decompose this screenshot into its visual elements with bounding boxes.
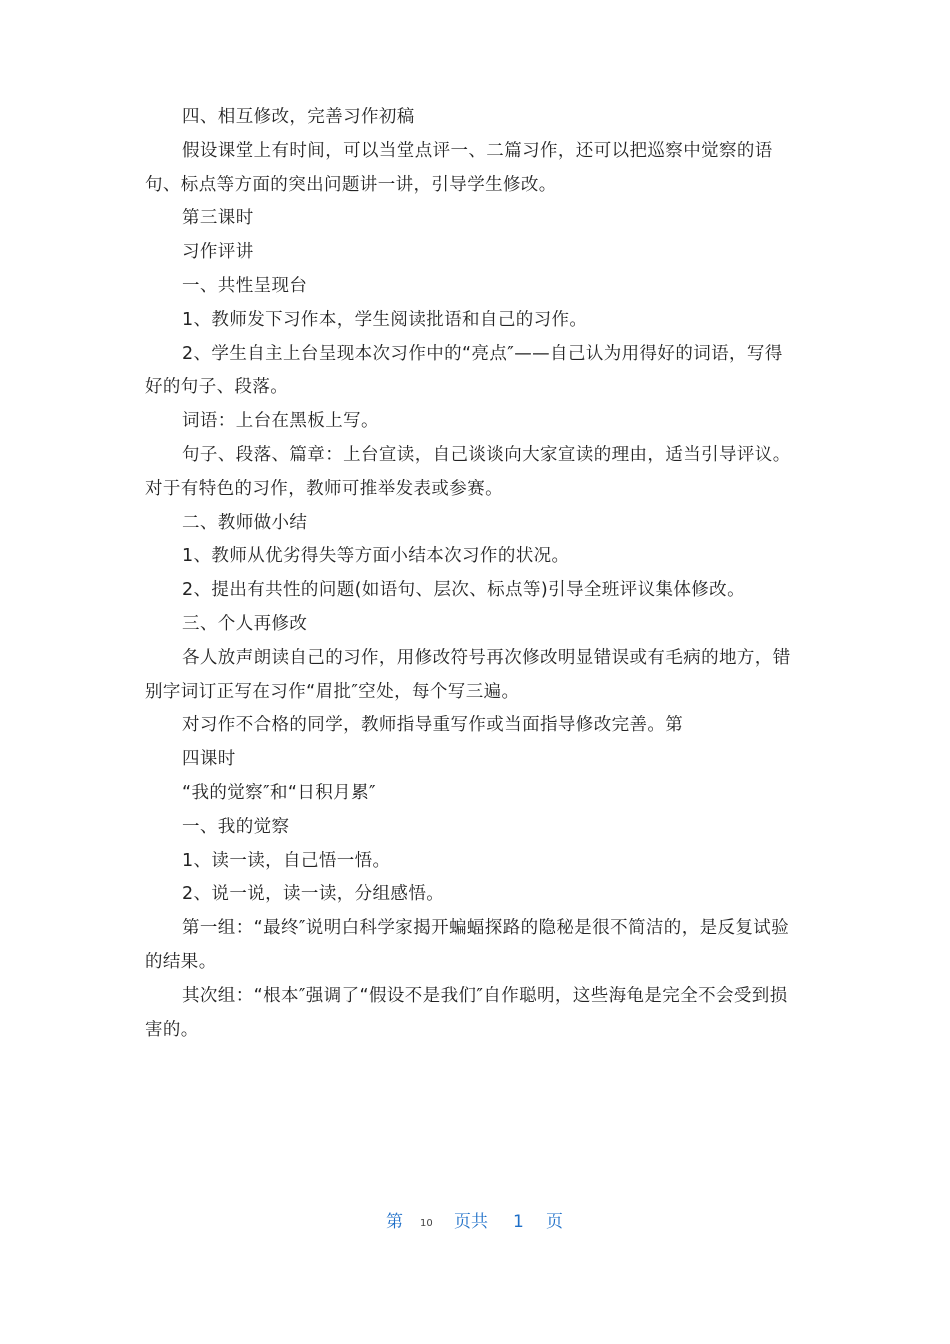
- list-item: 1、教师从优劣得失等方面小结本次习作的状况。: [182, 546, 570, 567]
- section-heading: 三、个人再修改: [182, 613, 308, 634]
- document-body: [145, 101, 800, 1047]
- footer-ye-gong: 页共: [454, 1212, 488, 1232]
- section-heading: 四、相互修改，完善习作初稿: [182, 107, 415, 127]
- lesson-title: 习作评讲: [182, 242, 254, 263]
- footer-total-pages: 1: [513, 1212, 524, 1232]
- body-paragraph: 第一组：“最终″说明白科学家揭开蝙蝠探路的隐秘是很不简洁的，是反复试验的结果。: [145, 918, 790, 972]
- footer-di: 第: [386, 1212, 403, 1232]
- section-heading: 一、共性呈现台: [182, 275, 308, 296]
- footer-page-number: 10: [420, 1218, 433, 1229]
- body-paragraph: 各人放声朗读自己的习作，用修改符号再次修改明显错误或有毛病的地方，错别字词订正写在习作“眉批″空处，每个写三遍。: [145, 647, 791, 702]
- body-paragraph: 其次组：“根本″强调了“假设不是我们″自作聪明，这些海龟是完全不会受到损害的。: [145, 985, 788, 1040]
- body-paragraph: 句子、段落、篇章：上台宣读，自己谈谈向大家宣读的理由，适当引导评议。对于有特色的习作，教师可推举发表或参赛。: [145, 444, 791, 499]
- body-paragraph: 假设课堂上有时间，可以当堂点评一、二篇习作，还可以把巡察中觉察的语句、标点等方面的突出问题讲一讲，引导学生修改。: [145, 140, 773, 195]
- list-item: 1、读一读，自己悟一悟。: [182, 850, 391, 871]
- body-paragraph: 词语：上台在黑板上写。: [182, 411, 379, 432]
- section-heading: 一、我的觉察: [182, 816, 290, 837]
- page-footer: [0, 1208, 950, 1236]
- list-item: 1、教师发下习作本，学生阅读批语和自己的习作。: [182, 309, 588, 330]
- footer-ye: 页: [546, 1212, 563, 1232]
- body-paragraph: 对习作不合格的同学，教师指导重写作或当面指导修改完善。第: [182, 715, 684, 736]
- list-item: 2、提出有共性的问题(如语句、层次、标点等)引导全班评议集体修改。: [182, 580, 745, 601]
- lesson-title: “我的觉察″和“日积月累″: [182, 782, 376, 803]
- list-item: 2、学生自主上台呈现本次习作中的“亮点″——自己认为用得好的词语，写得好的句子、段落。: [145, 343, 783, 398]
- lesson-heading: 第三课时: [182, 208, 254, 229]
- lesson-heading: 四课时: [182, 749, 236, 770]
- section-heading: 二、教师做小结: [182, 512, 308, 533]
- list-item: 2、说一说，读一读，分组感悟。: [182, 884, 445, 905]
